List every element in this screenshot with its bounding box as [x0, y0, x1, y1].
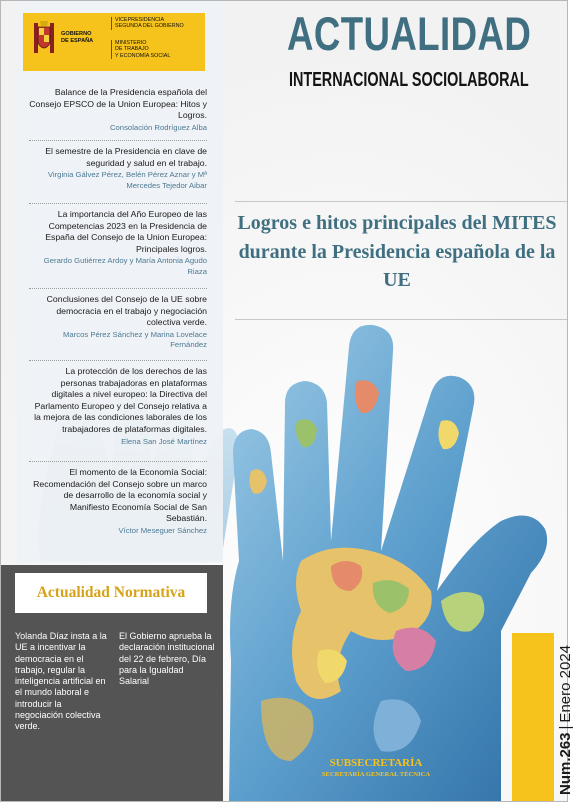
toc-item-authors: Consolación Rodríguez Alba: [109, 122, 207, 132]
divider: [235, 201, 567, 202]
gobierno-text: GOBIERNO DE ESPAÑA: [61, 31, 94, 44]
toc-item-title: Balance de la Presidencia española del Consejo EPSCO de la Union Europea: Hitos y Logros.: [29, 87, 207, 121]
actualidad-normativa-panel: [1, 565, 223, 801]
toc-item[interactable]: [29, 209, 207, 277]
toc-item[interactable]: [29, 366, 207, 447]
toc-item-title: El momento de la Economía Social: Recomendación del Consejo sobre un marco de desarrollo de la economía social y Manifiesto Economía Social de San Sebastián.: [33, 467, 207, 524]
normativa-header: [15, 573, 207, 613]
toc-item-authors: Gerardo Gutiérrez Ardoy y María Antonia Agudo Riaza: [43, 256, 207, 276]
divider: [235, 319, 567, 320]
divider: [29, 203, 207, 204]
issue-date: Enero 2024: [556, 644, 574, 723]
normativa-item[interactable]: Yolanda Díaz insta a la UE a incentivar la democracia en el trabajo, regular la inteligencia artificial en el mundo laboral e introducir la negociación colectiva verde.: [15, 631, 107, 732]
divider: [29, 288, 207, 289]
toc-item-title: La protección de los derechos de las personas trabajadoras en plataformas digitales a nivel europeo: la Directiva del Parlamento Europeo y del Consejo relativa a la mejora de las condiciones laborales de los trabajadores de plataformas digitales.: [34, 366, 207, 434]
divider: [29, 461, 207, 462]
coat-of-arms-icon: [31, 19, 57, 59]
secretaria-text: SECRETARÍA GENERAL TÉCNICA: [321, 771, 431, 778]
normativa-heading: Actualidad Normativa: [36, 584, 186, 601]
issue-label: [548, 627, 582, 801]
toc-item[interactable]: [29, 87, 207, 133]
magazine-title: ACTUALIDAD: [287, 7, 532, 60]
issue-number-strip: [512, 633, 574, 801]
toc-item-authors: Víctor Meseguer Sánchez: [118, 525, 207, 535]
toc-item-title: El semestre de la Presidencia en clave de seguridad y salud en el trabajo.: [45, 146, 207, 168]
toc-item-title: Conclusiones del Consejo de la UE sobre democracia en el trabajo y negociación colectiva verde.: [46, 294, 207, 328]
toc-item-authors: Marcos Pérez Sánchez y Marina Lovelace Fernández: [63, 329, 207, 350]
toc-item[interactable]: [29, 467, 207, 536]
cover-headline: Logros e hitos principales del MITES durante la Presidencia española de la UE: [237, 212, 557, 291]
normativa-item[interactable]: El Gobierno aprueba la declaración institucional del 22 de febrero, Día para la Igualdad Salarial: [119, 631, 215, 687]
ministerio-text: MINISTERIO DE TRABAJO Y ECONOMÍA SOCIAL: [111, 40, 170, 59]
subsecretaria-text: SUBSECRETARÍA: [329, 757, 423, 769]
issue-separator: |: [556, 725, 574, 730]
magazine-subtitle: INTERNACIONAL SOCIOLABORAL: [289, 69, 529, 91]
toc-item[interactable]: [29, 294, 207, 351]
issue-number: Num.263: [556, 732, 574, 795]
toc-item-authors: Elena San José Martínez: [121, 436, 207, 446]
divider: [29, 360, 207, 361]
toc-item-authors: Virginia Gálvez Pérez, Belén Pérez Aznar y Mª Mercedes Tejedor Aibar: [47, 170, 207, 190]
government-logo: [23, 13, 205, 71]
toc-item-title: La importancia del Año Europeo de las Competencias 2023 en la Presidencia de España del Consejo de la Union Europea: Principales logros.: [45, 209, 207, 254]
publisher-block: [321, 757, 431, 778]
divider: [29, 140, 207, 141]
vicepresidencia-text: VICEPRESIDENCIA SEGUNDA DEL GOBIERNO: [111, 17, 184, 30]
toc-item[interactable]: [29, 146, 207, 191]
